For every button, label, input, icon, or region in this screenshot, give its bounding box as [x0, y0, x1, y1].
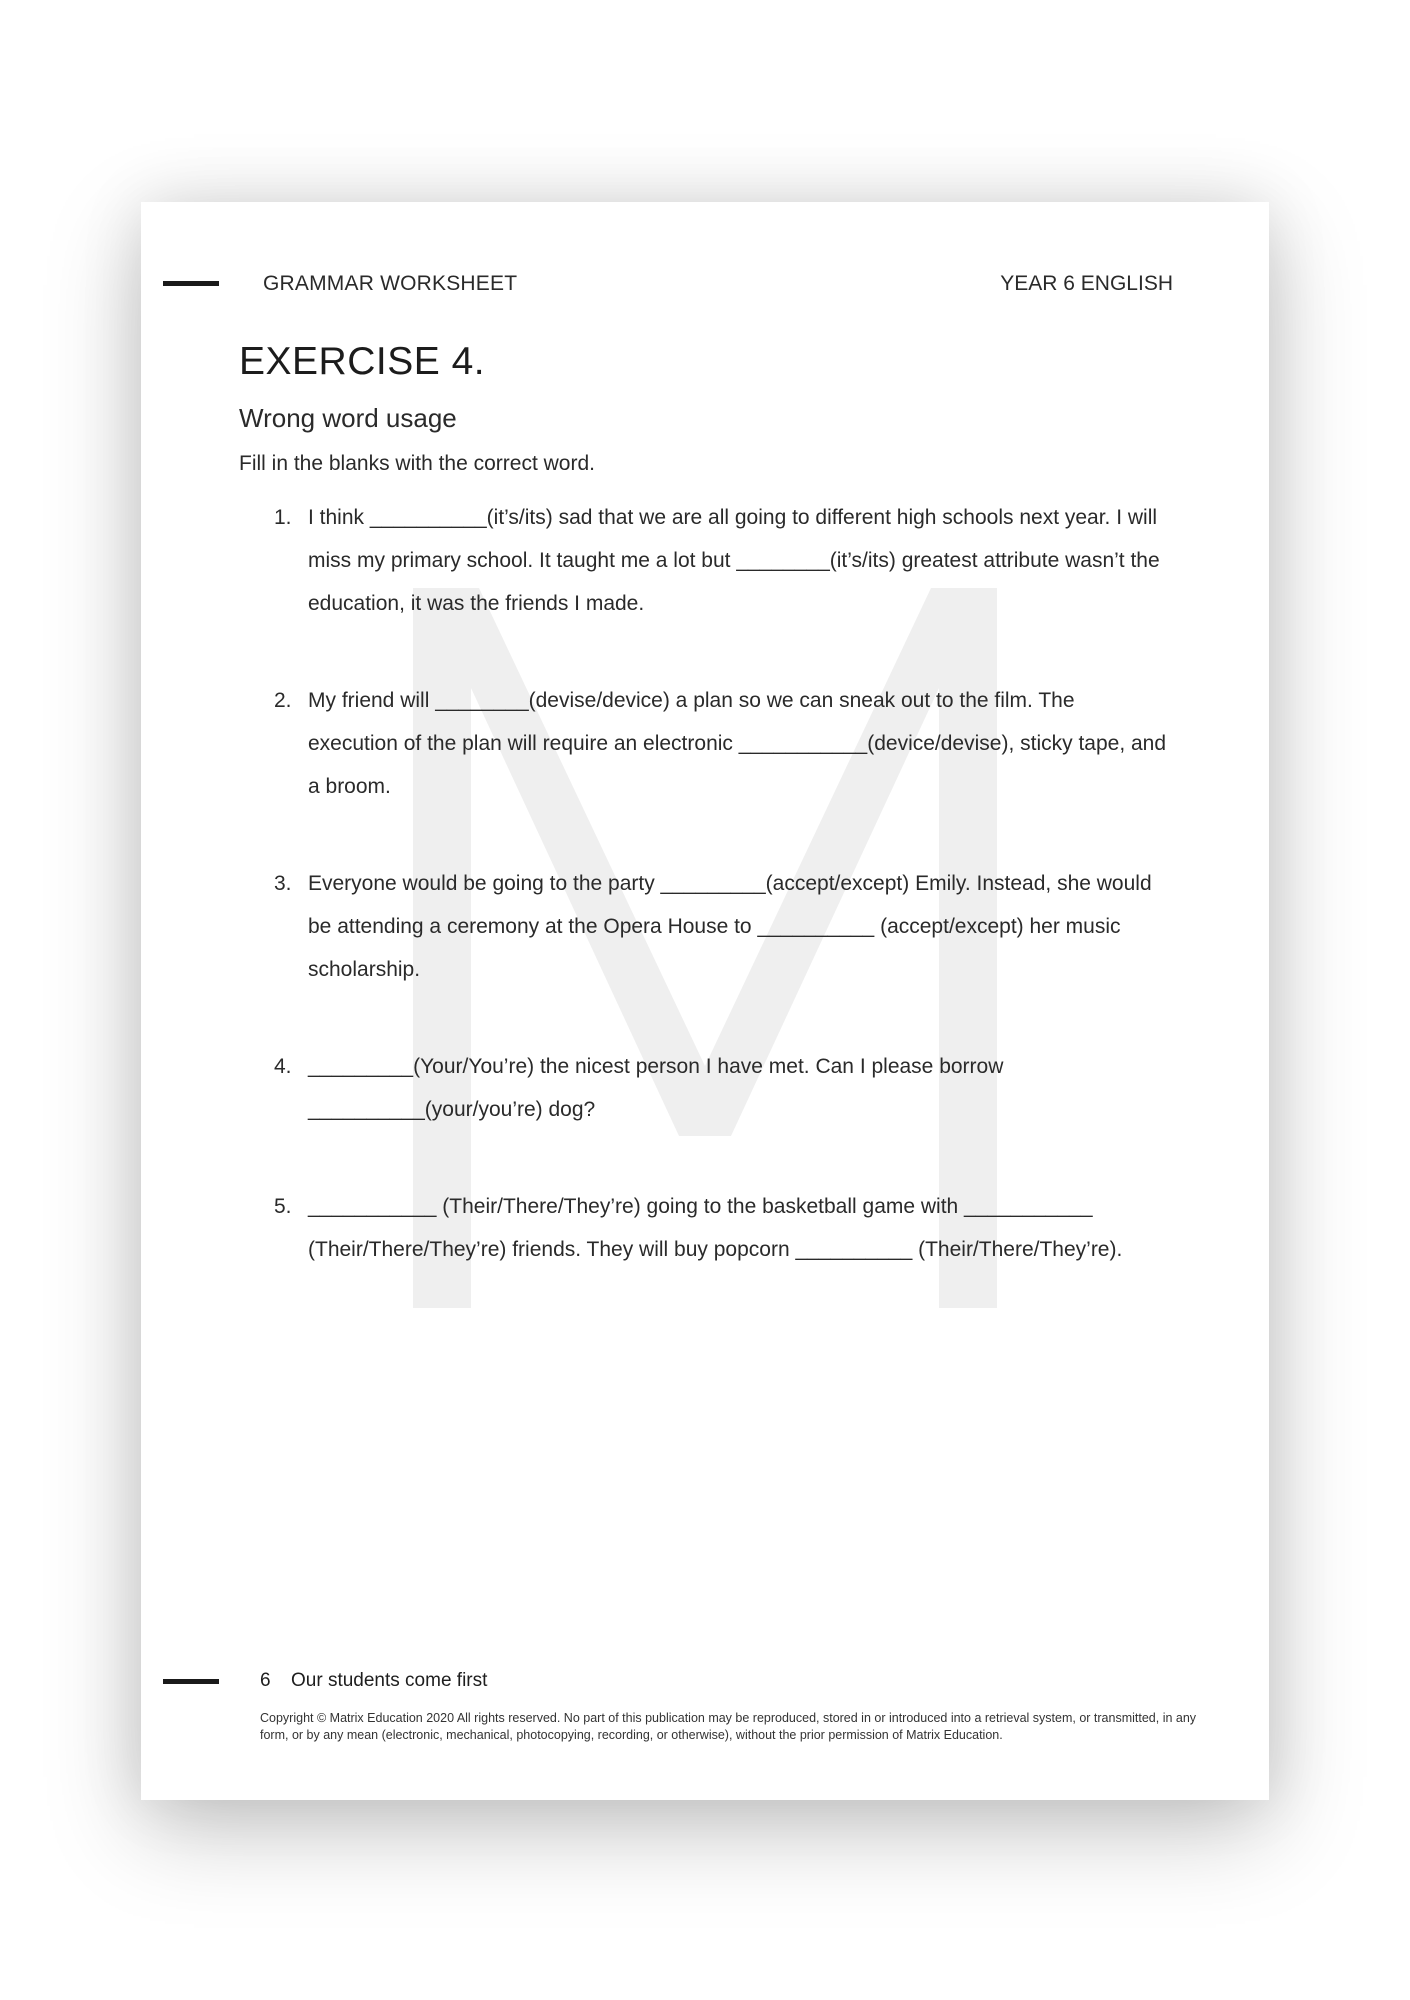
copyright-notice: Copyright © Matrix Education 2020 All rights reserved. No part of this publication may be reproduced, stored in or introduced into a retrieval system, or transmitted, in any form, or by any mean (electronic, mechanical, photocopying, recording, or otherwise), without the prior permission of Matrix Education. [260, 1711, 1197, 1742]
question-text: I think __________(it’s/its) sad that we are all going to different high schools next year. I will miss my primary school. It taught me a lot but ________(it’s/its) greatest attribute wasn’t the education, it was the friends I made. [308, 506, 1160, 615]
header-rule [163, 281, 219, 286]
footer-tagline: Our students come first [291, 1670, 488, 1691]
worksheet-page [141, 202, 1269, 1800]
worksheet-label: GRAMMAR WORKSHEET [263, 272, 518, 295]
question-text: My friend will ________(devise/device) a plan so we can sneak out to the film. The execution of the plan will require an electronic ___________(device/devise), sticky tape, and a broom. [308, 689, 1167, 798]
question-item [239, 496, 1168, 625]
question-list [239, 496, 1169, 1271]
question-number: 2. [274, 689, 292, 712]
question-text: Everyone would be going to the party _________(accept/except) Emily. Instead, she would be attending a ceremony at the Opera House to __________ (accept/except) her music scholarship. [308, 872, 1152, 981]
question-number: 4. [274, 1055, 292, 1078]
question-item [239, 1185, 1168, 1271]
exercise-title: EXERCISE 4. [239, 340, 486, 383]
page-number: 6 [260, 1670, 271, 1691]
year-level-label: YEAR 6 ENGLISH [1000, 272, 1173, 295]
question-text: _________(Your/You’re) the nicest person I have met. Can I please borrow __________(your/you’re) dog? [308, 1055, 1004, 1121]
question-number: 3. [274, 872, 292, 895]
question-item [239, 862, 1168, 991]
exercise-content [239, 342, 1169, 1325]
question-number: 5. [274, 1195, 292, 1218]
question-number: 1. [274, 506, 292, 529]
page-header [163, 272, 1173, 296]
exercise-subtitle: Wrong word usage [239, 403, 457, 433]
question-text: ___________ (Their/There/They’re) going to the basketball game with ___________ (Their/There/They’re) friends. They will buy popcorn __________ (Their/There/They’re). [308, 1195, 1123, 1261]
question-item [239, 679, 1168, 808]
footer-rule [163, 1679, 219, 1684]
question-item [239, 1045, 1168, 1131]
exercise-instruction: Fill in the blanks with the correct word. [239, 452, 595, 475]
